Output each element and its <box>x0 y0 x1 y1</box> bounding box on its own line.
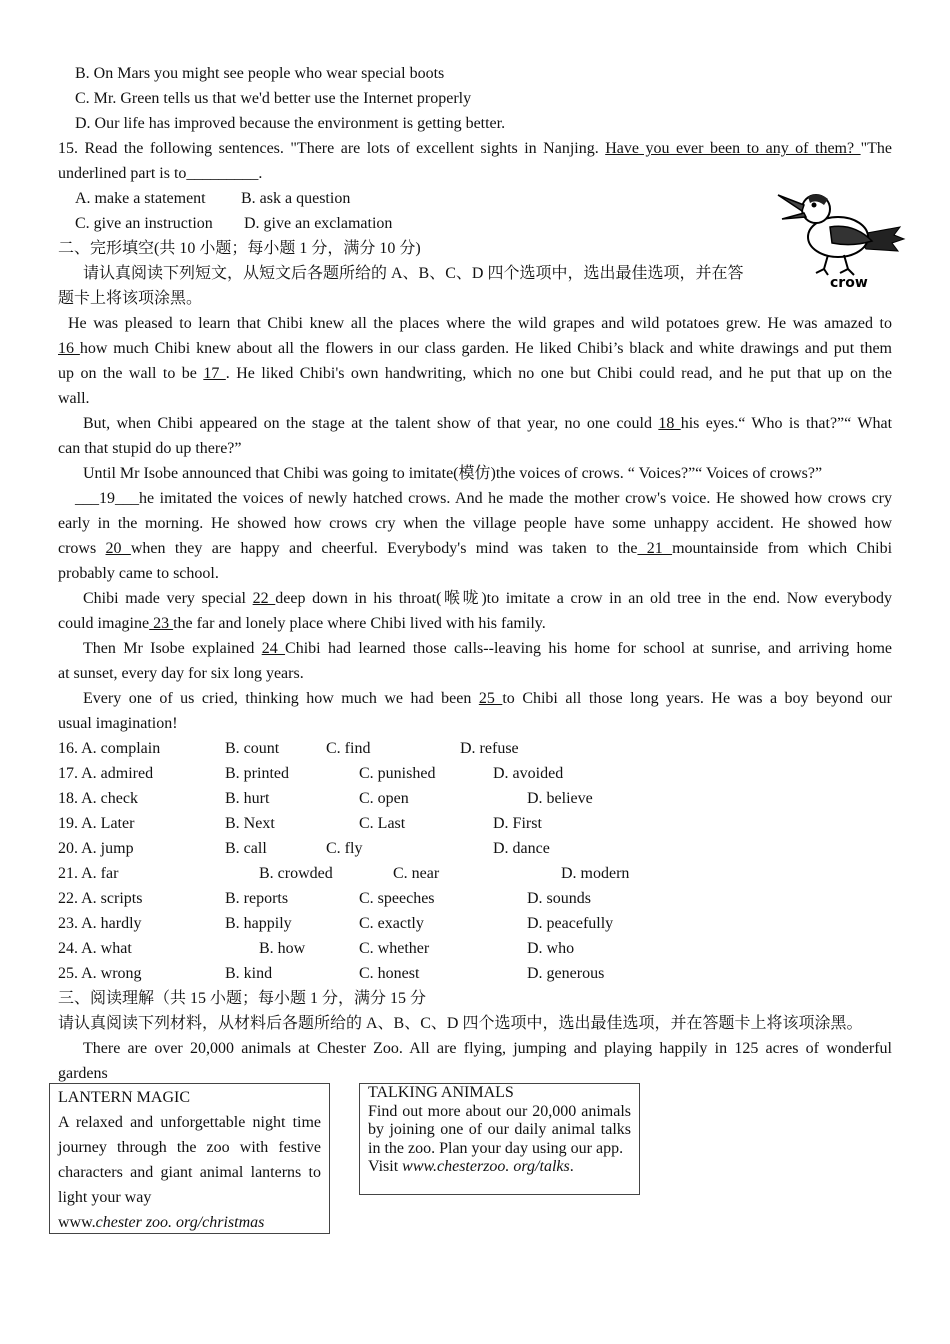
q25-option-a: 25. A. wrong <box>58 965 142 982</box>
talking-animals-body: Find out more about our 20,000 animals by joining one of our daily animal talks in the zoo. Plan your day using our app. <box>368 1102 631 1157</box>
section2-heading: 二、完形填空(共 10 小题；每小题 1 分，满分 10 分) <box>58 240 421 257</box>
section3-intro-line2: gardens <box>58 1065 108 1082</box>
q17-option-b: B. printed <box>225 765 289 782</box>
lantern-magic-url: www.chester zoo. org/christmas <box>58 1214 265 1231</box>
talking-animals-box <box>359 1083 640 1195</box>
blank-16: 16 <box>58 340 80 357</box>
q15-stem-line2: underlined part is to_________. <box>58 165 263 182</box>
blank-20: 20 <box>105 540 131 557</box>
passage-p5-line2: could imagine 23 the far and lonely place where Chibi lived with his family. <box>58 615 546 632</box>
passage-p4-line1: ___19___he imitated the voices of newly hatched crows. And he made the mother crow's voice. He showed how crows cry <box>75 490 892 507</box>
q14-option-d: D. Our life has improved because the environment is getting better. <box>75 115 506 132</box>
passage-p2-line2: can that stupid do up there?” <box>58 440 242 457</box>
passage-p4-line3: crows 20 when they are happy and cheerful. Everybody's mind was taken to the 21 mountainside from which Chibi <box>58 540 893 557</box>
blank-18: 18 <box>658 415 681 432</box>
q20-option-d: D. dance <box>493 840 550 857</box>
q19-option-c: C. Last <box>359 815 406 832</box>
q23-option-c: C. exactly <box>359 915 424 932</box>
section2-instruction-1: 请认真阅读下列短文，从短文后各题所给的 A、B、C、D 四个选项中，选出最佳选项，并在答 <box>83 265 744 282</box>
passage-p4-line2: early in the morning. He showed how crows cry when the village people have some unhappy accident. He showed how <box>58 515 892 532</box>
q18-option-d: D. believe <box>527 790 593 807</box>
q25-option-b: B. kind <box>225 965 273 982</box>
q22-option-b: B. reports <box>225 890 289 907</box>
passage-p2-line1: But, when Chibi appeared on the stage at the talent show of that year, no one could 18 his eyes.“ Who is that?”“ What <box>83 415 893 432</box>
q21-option-c: C. near <box>393 865 440 882</box>
q15-option-d: D. give an exclamation <box>244 215 393 232</box>
q15-option-b: B. ask a question <box>241 190 351 207</box>
q14-option-b: B. On Mars you might see people who wear special boots <box>75 65 445 82</box>
q19-option-a: 19. A. Later <box>58 815 135 832</box>
passage-p7-line1: Every one of us cried, thinking how much we had been 25 to Chibi all those long years. He was a boy beyond our <box>83 690 893 707</box>
passage-p1-line2: 16 how much Chibi knew about all the flowers in our class garden. He liked Chibi’s black and white drawings and put them <box>58 340 893 357</box>
q22-option-a: 22. A. scripts <box>58 890 143 907</box>
passage-p6-line1: Then Mr Isobe explained 24 Chibi had learned those calls--leaving his home for school at sunrise, and arriving home <box>83 640 893 657</box>
lantern-magic-body: A relaxed and unforgettable night time journey through the zoo with festive characters and giant animal lanterns to light your way <box>58 1114 321 1206</box>
talking-animals-title: TALKING ANIMALS <box>368 1084 514 1101</box>
blank-25: 25 <box>478 690 503 707</box>
passage-p5-line1: Chibi made very special 22 deep down in his throat(喉咙)to imitate a crow in an old tree in the end. Now everybody <box>83 590 893 607</box>
q15-stem: 15. Read the following sentences. "There are lots of excellent sights in Nanjing. Have you ever been to any of them? "The <box>58 140 892 157</box>
q20-option-b: B. call <box>225 840 267 857</box>
passage-p1-line3: up on the wall to be 17 . He liked Chibi's own handwriting, which no one but Chibi could read, and he put that up on the <box>58 365 893 382</box>
q20-option-c: C. fly <box>326 840 363 857</box>
blank-21: 21 <box>637 540 673 557</box>
q17-option-d: D. avoided <box>493 765 564 782</box>
q23-option-b: B. happily <box>225 915 292 932</box>
q16-option-a: 16. A. complain <box>58 740 161 757</box>
blank-22: 22 <box>252 590 276 607</box>
blank-24: 24 <box>261 640 286 657</box>
q16-option-d: D. refuse <box>460 740 519 757</box>
q14-option-c: C. Mr. Green tells us that we'd better use the Internet properly <box>75 90 472 107</box>
q22-option-c: C. speeches <box>359 890 435 907</box>
q22-option-d: D. sounds <box>527 890 592 907</box>
section2-instruction-2: 题卡上将该项涂黑。 <box>58 290 203 307</box>
q24-option-d: D. who <box>527 940 575 957</box>
q15-underlined-sentence: Have you ever been to any of them? <box>605 140 861 157</box>
q21-option-b: B. crowded <box>259 865 333 882</box>
q21-option-a: 21. A. far <box>58 865 119 882</box>
lantern-magic-title: LANTERN MAGIC <box>58 1089 190 1106</box>
q21-option-d: D. modern <box>561 865 630 882</box>
crow-label: crow <box>830 275 868 290</box>
q18-option-b: B. hurt <box>225 790 270 807</box>
passage-p1-line4: wall. <box>58 390 90 407</box>
q15-option-a: A. make a statement <box>75 190 206 207</box>
q25-option-c: C. honest <box>359 965 420 982</box>
q20-option-a: 20. A. jump <box>58 840 134 857</box>
lantern-magic-box <box>49 1083 330 1234</box>
q24-option-b: B. how <box>259 940 306 957</box>
q18-option-a: 18. A. check <box>58 790 138 807</box>
passage-p1-line1: He was pleased to learn that Chibi knew all the places where the wild grapes and wild potatoes grew. He was amazed to <box>68 315 892 332</box>
q19-option-b: B. Next <box>225 815 275 832</box>
passage-p3-line1: Until Mr Isobe announced that Chibi was going to imitate(模仿)the voices of crows. “ Voices?”“ Voices of crows?” <box>83 465 823 482</box>
passage-p6-line2: at sunset, every day for six long years. <box>58 665 304 682</box>
passage-p7-line2: usual imagination! <box>58 715 178 732</box>
blank-17: 17 <box>203 365 226 382</box>
q17-option-a: 17. A. admired <box>58 765 154 782</box>
q24-option-c: C. whether <box>359 940 430 957</box>
section3-intro-line1: There are over 20,000 animals at Chester Zoo. All are flying, jumping and playing happily in 125 acres of wonderful <box>83 1040 892 1057</box>
q23-option-d: D. peacefully <box>527 915 614 932</box>
section3-heading: 三、阅读理解（共 15 小题；每小题 1 分，满分 15 分 <box>58 990 427 1007</box>
section3-instruction: 请认真阅读下列材料，从材料后各题所给的 A、B、C、D 四个选项中，选出最佳选项，并在答题卡上将该项涂黑。 <box>58 1015 863 1032</box>
talking-animals-url: Visit www.chesterzoo. org/talks. <box>368 1158 574 1175</box>
blank-23: 23 <box>149 615 174 632</box>
blank-19: ___19___ <box>75 490 139 507</box>
passage-p4-line4: probably came to school. <box>58 565 219 582</box>
q24-option-a: 24. A. what <box>58 940 132 957</box>
q23-option-a: 23. A. hardly <box>58 915 142 932</box>
q16-option-b: B. count <box>225 740 280 757</box>
q15-option-c: C. give an instruction <box>75 215 213 232</box>
q25-option-d: D. generous <box>527 965 605 982</box>
q18-option-c: C. open <box>359 790 409 807</box>
q17-option-c: C. punished <box>359 765 436 782</box>
q19-option-d: D. First <box>493 815 542 832</box>
q16-option-c: C. find <box>326 740 371 757</box>
